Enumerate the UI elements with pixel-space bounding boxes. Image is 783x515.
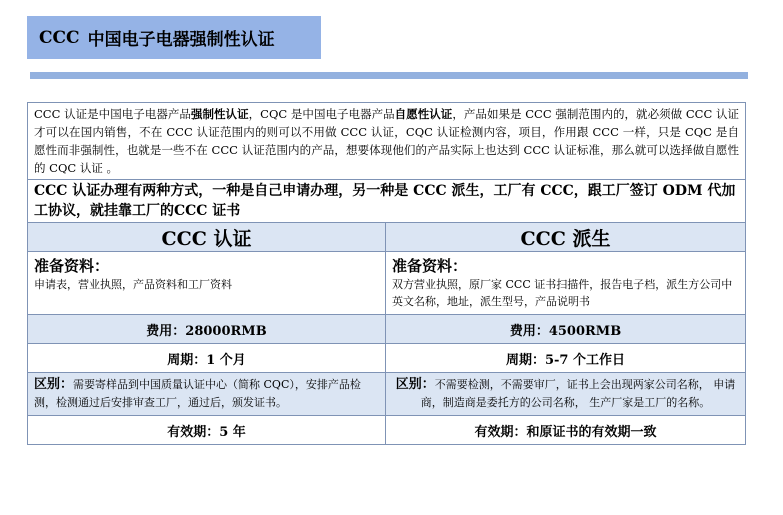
right-difference-text: 不需要检测，不需要审厂，证书上会出现两家公司名称， 申请商，制造商是委托方的公司名称， 生产厂家是工厂的名称。: [420, 378, 736, 409]
left-prep-title: 准备资料：: [34, 257, 110, 275]
title-text: 中国电子电器强制性认证: [87, 30, 275, 50]
right-prep-cell: [386, 252, 746, 315]
right-column-header: CCC 派生: [386, 223, 746, 252]
right-prep-text: 双方营业执照，原厂家 CCC 证书扫描件，报告电子档，派生方公司中英文名称，地址，派生型号，产品说明书: [392, 278, 733, 308]
comparison-table: [27, 102, 746, 445]
left-prep-cell: [28, 252, 386, 315]
intro-bold-mandatory: 强制性认证: [190, 107, 249, 121]
title-prefix: CCC: [39, 27, 80, 48]
left-fee: 费用：28000RMB: [28, 315, 386, 344]
left-prep-text: 申请表，营业执照，产品资料和工厂资料: [34, 278, 232, 291]
right-difference-cell: [386, 373, 746, 416]
intro-bold-voluntary: 自愿性认证: [394, 107, 453, 121]
intro-paragraph: [28, 103, 746, 180]
intro-text-2: ，CQC 是中国电子电器产品: [248, 107, 395, 121]
intro-text-3: ，产品如果是 CCC 强制范围内的，就必须做 CCC 认证才可以在国内销售，不在 CCC 认证范围内的则可以不用做 CCC 认证，CQC 认证检测内容，项目，作用跟 CCC 一样，只是 CQC 是自愿性而非强制性，也就是一些不在 CCC 认证范围内的产品，想要体现他们的产品实际上也达到 CCC 认证标准，那么就可以选择做自愿性的 CQC 认证 。: [34, 107, 739, 175]
left-difference-cell: [28, 373, 386, 416]
right-validity: 有效期：和原证书的有效期一致: [386, 416, 746, 445]
right-difference-label: 区别：: [395, 377, 435, 392]
left-validity: 有效期：5 年: [28, 416, 386, 445]
right-fee: 费用：4500RMB: [386, 315, 746, 344]
right-period: 周期：5-7 个工作日: [386, 344, 746, 373]
intro-text-1: CCC 认证是中国电子电器产品: [34, 107, 191, 121]
page-title: [27, 16, 321, 59]
title-divider: [30, 72, 748, 79]
right-prep-title: 准备资料：: [392, 257, 468, 275]
left-difference-label: 区别：: [34, 377, 74, 392]
left-period: 周期：1 个月: [28, 344, 386, 373]
lead-paragraph: CCC 认证办理有两种方式，一种是自己申请办理，另一种是 CCC 派生，工厂有 CCC，跟工厂签订 ODM 代加工协议，就挂靠工厂的CCC 证书: [28, 180, 746, 223]
left-difference-text: 需要寄样品到中国质量认证中心（简称 CQC），安排产品检测，检测通过后安排审查工厂，通过后，颁发证书。: [34, 378, 361, 409]
left-column-header: CCC 认证: [28, 223, 386, 252]
